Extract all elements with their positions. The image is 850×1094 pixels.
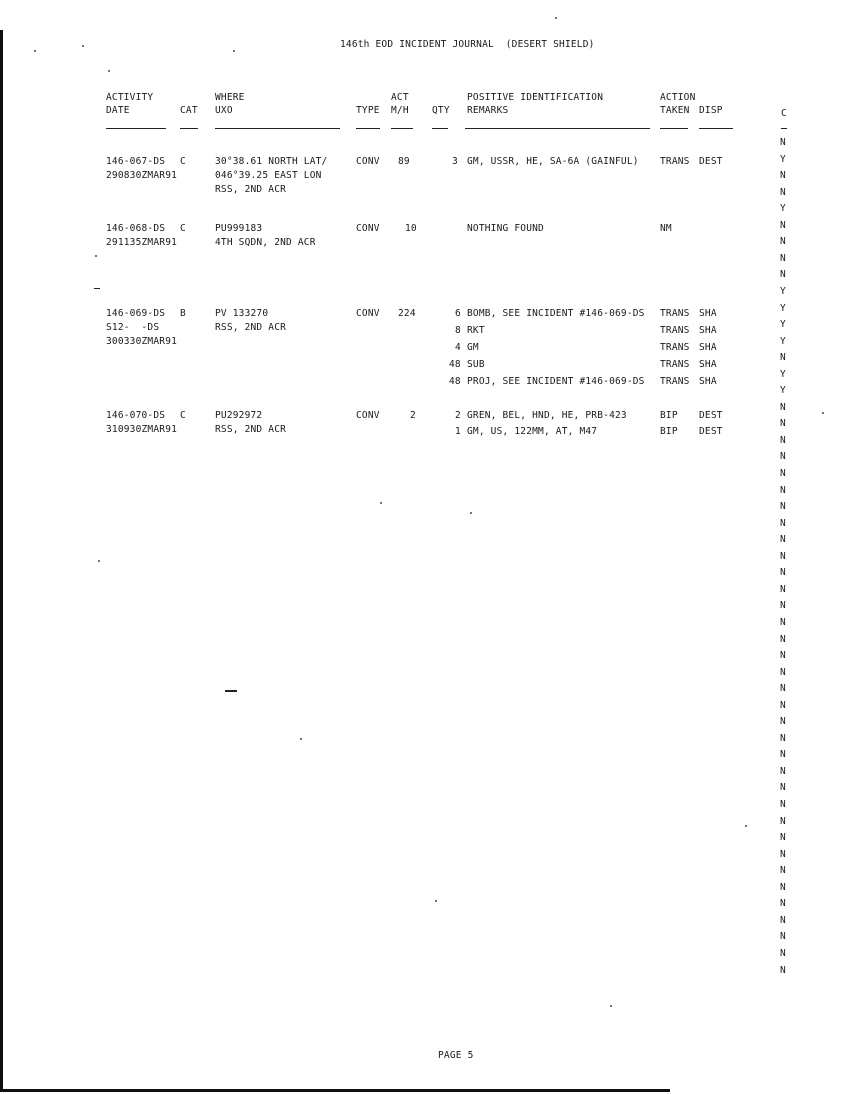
- c-column-value: N: [780, 468, 786, 479]
- c-column-value: N: [780, 418, 786, 430]
- item-disp: SHA: [699, 376, 717, 387]
- incident-mh: 89: [398, 156, 410, 167]
- item-action: TRANS: [660, 156, 690, 167]
- c-column-value: N: [780, 666, 786, 678]
- c-column-value: N: [780, 898, 786, 910]
- scan-speck: [108, 70, 110, 72]
- item-action: TRANS: [660, 359, 690, 370]
- c-column-value: N: [780, 633, 786, 645]
- item-qty: 1: [455, 426, 461, 437]
- where-line: RSS, 2ND ACR: [215, 322, 287, 333]
- header-qty: QTY: [432, 105, 450, 116]
- header-rule: [180, 128, 198, 129]
- scan-speck: [233, 50, 235, 52]
- header-type: TYPE: [356, 105, 380, 116]
- header-cat: CAT: [180, 105, 198, 116]
- bottom-border: [0, 1089, 670, 1092]
- incident-id: 146-070-DS: [106, 410, 166, 421]
- item-remark: BOMB, SEE INCIDENT #146-069-DS: [467, 308, 645, 319]
- scan-speck: [822, 412, 824, 414]
- item-disp: DEST: [699, 410, 723, 421]
- incident-id-secondary: S12- -DS: [106, 322, 160, 333]
- incident-type: CONV: [356, 308, 380, 319]
- c-column-value: Y: [780, 319, 786, 331]
- item-remark: GM, USSR, HE, SA-6A (GAINFUL): [467, 156, 639, 167]
- c-column-value: Y: [780, 335, 786, 347]
- item-remark: GM: [467, 342, 479, 353]
- c-column-value: N: [780, 534, 786, 546]
- c-column-value: N: [780, 550, 786, 562]
- stray-mark: [225, 690, 237, 692]
- c-column-value: N: [780, 434, 786, 446]
- scan-speck: [300, 738, 302, 740]
- item-qty: 3: [452, 156, 458, 167]
- incident-date: 300330ZMAR91: [106, 336, 178, 347]
- c-column-value: N: [780, 832, 786, 844]
- c-column-value: N: [780, 517, 786, 529]
- header-rule: [781, 128, 787, 129]
- c-column-value: Y: [780, 302, 786, 314]
- scan-speck: [380, 502, 382, 504]
- where-line: RSS, 2ND ACR: [215, 424, 287, 435]
- item-disp: SHA: [699, 308, 717, 319]
- c-column-value: N: [780, 964, 786, 976]
- c-column-value: Y: [780, 203, 786, 215]
- c-column-value: N: [780, 269, 786, 281]
- page-title: 146th EOD INCIDENT JOURNAL (DESERT SHIELD): [340, 39, 595, 50]
- header-rule: [356, 128, 380, 129]
- item-remark: GREN, BEL, HND, HE, PRB-423: [467, 410, 627, 421]
- c-column-value: Y: [780, 153, 786, 165]
- c-column-value: Y: [780, 385, 786, 397]
- stray-mark: [94, 288, 100, 289]
- c-column-value: N: [780, 815, 786, 827]
- scan-speck: [34, 50, 36, 52]
- scan-speck: [610, 1005, 612, 1007]
- c-column-value: N: [780, 881, 786, 893]
- incident-mh: 224: [398, 308, 416, 319]
- c-column-value: N: [780, 401, 786, 413]
- c-column-value: N: [780, 848, 786, 860]
- header-positive-id: POSITIVE IDENTIFICATION: [467, 92, 604, 103]
- incident-type: CONV: [356, 410, 380, 421]
- item-qty: 6: [455, 308, 461, 319]
- incident-id: 146-067-DS: [106, 156, 166, 167]
- incident-cat: C: [180, 156, 186, 167]
- header-action: ACTION: [660, 92, 696, 103]
- c-column-value: N: [780, 484, 786, 496]
- item-qty: 8: [455, 325, 461, 336]
- incident-date: 290830ZMAR91: [106, 170, 178, 181]
- scan-speck: [555, 17, 557, 19]
- c-column-value: N: [780, 451, 786, 463]
- c-column-value: N: [780, 616, 786, 628]
- header-rule: [391, 128, 413, 129]
- incident-type: CONV: [356, 156, 380, 167]
- c-column-value: N: [780, 765, 786, 777]
- c-column-value: N: [780, 865, 786, 877]
- incident-id: 146-069-DS: [106, 308, 166, 319]
- where-line: 4TH SQDN, 2ND ACR: [215, 237, 316, 248]
- item-remark: SUB: [467, 359, 485, 370]
- page-number: PAGE 5: [438, 1050, 474, 1061]
- item-action: TRANS: [660, 325, 690, 336]
- c-column-value: N: [780, 186, 786, 198]
- where-line: PU292972: [215, 410, 263, 421]
- c-column-value: N: [780, 749, 786, 761]
- incident-mh: 10: [405, 223, 417, 234]
- c-column-value: Y: [780, 285, 786, 297]
- item-qty: 4: [455, 342, 461, 353]
- incident-cat: B: [180, 308, 186, 319]
- header-date: DATE: [106, 105, 130, 116]
- item-remark: PROJ, SEE INCIDENT #146-069-DS: [467, 376, 645, 387]
- c-column-value: N: [780, 947, 786, 959]
- header-where: WHERE: [215, 92, 245, 103]
- item-qty: 48: [449, 359, 461, 370]
- header-rule: [106, 128, 166, 129]
- scan-speck: [82, 45, 84, 47]
- item-action: TRANS: [660, 308, 690, 319]
- item-qty: 2: [455, 410, 461, 421]
- header-act: ACT: [391, 92, 409, 103]
- header-rule: [699, 128, 733, 129]
- incident-cat: C: [180, 223, 186, 234]
- header-mh: M/H: [391, 105, 409, 116]
- where-line: 30°38.61 NORTH LAT/: [215, 156, 328, 167]
- item-remark: GM, US, 122MM, AT, M47: [467, 426, 598, 437]
- item-disp: SHA: [699, 342, 717, 353]
- item-disp: DEST: [699, 156, 723, 167]
- header-uxo: UXO: [215, 105, 233, 116]
- c-column-value: N: [780, 170, 786, 182]
- left-border: [0, 30, 3, 1090]
- incident-date: 310930ZMAR91: [106, 424, 178, 435]
- header-taken: TAKEN: [660, 105, 690, 116]
- item-remark: NOTHING FOUND: [467, 223, 544, 234]
- where-line: PU999183: [215, 223, 263, 234]
- c-column-value: N: [780, 699, 786, 711]
- header-rule: [432, 128, 448, 129]
- item-remark: RKT: [467, 325, 485, 336]
- c-column-value: N: [780, 650, 786, 662]
- where-line: 046°39.25 EAST LON: [215, 170, 322, 181]
- item-action: BIP: [660, 410, 678, 421]
- c-column-value: N: [780, 799, 786, 810]
- c-column-value: N: [780, 352, 786, 364]
- header-c: C: [781, 108, 787, 119]
- item-disp: DEST: [699, 426, 723, 437]
- c-column-value: N: [780, 252, 786, 264]
- item-disp: SHA: [699, 325, 717, 336]
- scan-speck: [98, 560, 100, 562]
- c-column-value: N: [780, 600, 786, 612]
- header-activity: ACTIVITY: [106, 92, 154, 103]
- c-column-value: N: [780, 501, 786, 513]
- incident-type: CONV: [356, 223, 380, 234]
- c-column-value: N: [780, 567, 786, 579]
- item-disp: SHA: [699, 359, 717, 370]
- header-remarks: REMARKS: [467, 105, 509, 116]
- item-action: BIP: [660, 426, 678, 437]
- c-column-value: N: [780, 683, 786, 695]
- c-column-value: Y: [780, 368, 786, 380]
- c-column-value: N: [780, 236, 786, 248]
- c-column-value: N: [780, 732, 786, 744]
- header-rule: [465, 128, 650, 129]
- scan-speck: [435, 900, 437, 902]
- scan-speck: [95, 255, 97, 257]
- header-rule: [215, 128, 340, 129]
- c-column-value: N: [780, 914, 786, 926]
- c-column-value: N: [780, 219, 786, 231]
- item-action: TRANS: [660, 376, 690, 387]
- item-action: NM: [660, 223, 672, 234]
- item-qty: 48: [449, 376, 461, 387]
- scan-speck: [745, 825, 747, 827]
- header-disp: DISP: [699, 105, 723, 116]
- c-column-value: N: [780, 782, 786, 794]
- incident-id: 146-068-DS: [106, 223, 166, 234]
- c-column-value: N: [780, 716, 786, 728]
- incident-cat: C: [180, 410, 186, 421]
- item-action: TRANS: [660, 342, 690, 353]
- where-line: PV 133270: [215, 308, 269, 319]
- c-column-value: N: [780, 583, 786, 595]
- header-rule: [660, 128, 688, 129]
- incident-mh: 2: [410, 410, 416, 421]
- c-column-value: N: [780, 931, 786, 943]
- where-line: RSS, 2ND ACR: [215, 184, 287, 195]
- incident-date: 291135ZMAR91: [106, 237, 178, 248]
- scan-speck: [470, 512, 472, 514]
- c-column-value: N: [780, 137, 786, 148]
